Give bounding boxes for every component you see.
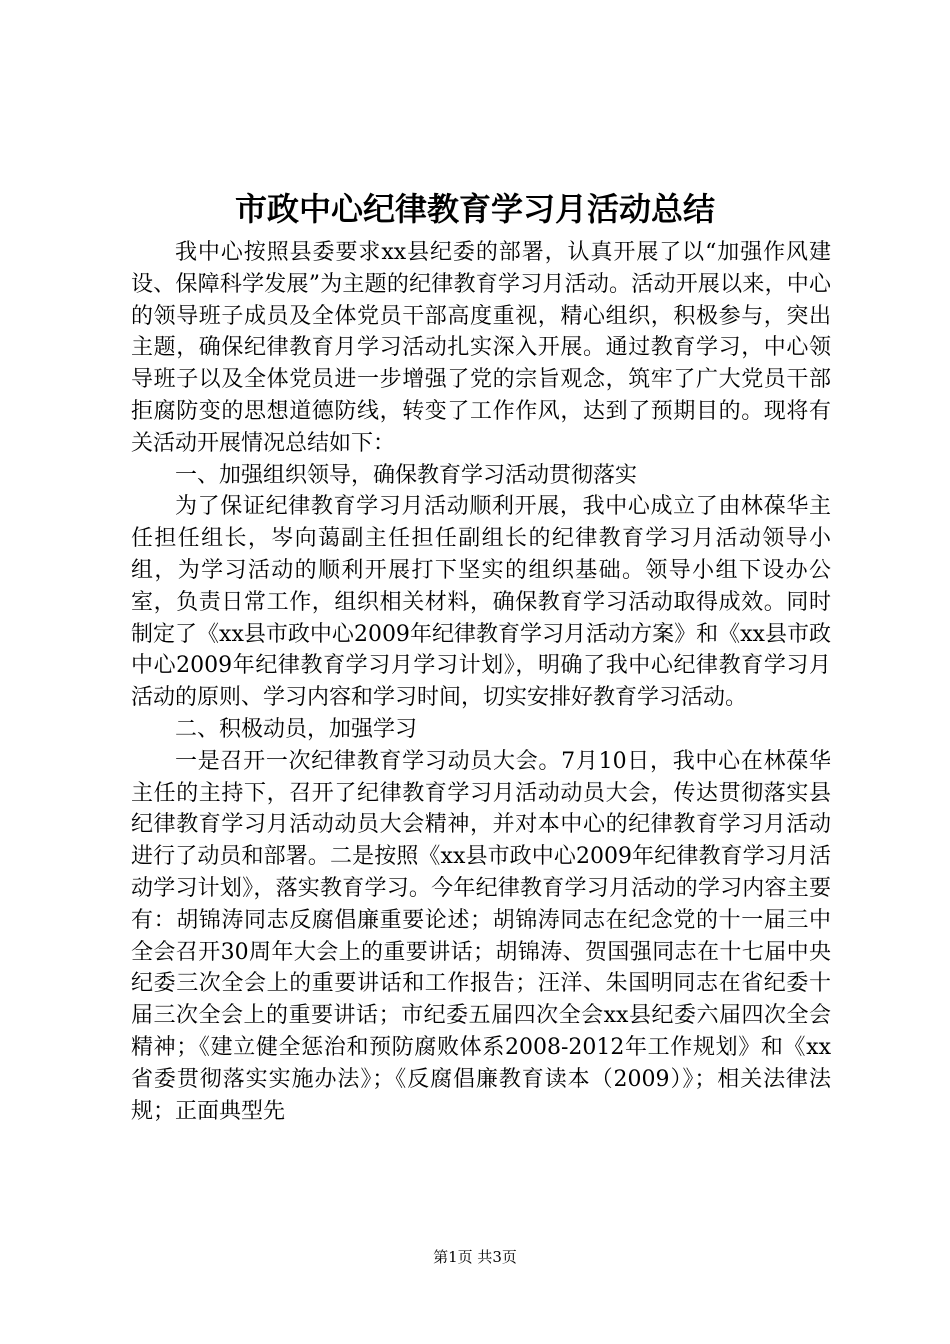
section-heading-2: 二、积极动员，加强学习	[175, 716, 418, 742]
intro-paragraph: 我中心按照县委要求xx县纪委的部署，认真开展了以“加强作风建设、保障科学发展”为主题的纪律教育学习月活动。活动开展以来，中心的领导班子成员及全体党员干部高度重视，精心组织，积极参与，突出主题，确保纪律教育月学习活动扎实深入开展。通过教育学习，中心领导班子以及全体党员进一步增强了党的宗旨观念，筑牢了广大党员干部拒腐防变的思想道德防线，转变了工作作风，达到了预期目的。现将有关活动开展情况总结如下：	[131, 240, 831, 456]
section-heading-1: 一、加强组织领导，确保教育学习活动贯彻落实	[175, 462, 638, 488]
page-footer: 第1页 共3页	[433, 1248, 517, 1266]
section-1-paragraph: 为了保证纪律教育学习月活动顺利开展，我中心成立了由林葆华主任担任组长，岑向蔼副主任担任副组长的纪律教育学习月活动领导小组，为学习活动的顺利开展打下坚实的组织基础。领导小组下设办公室，负责日常工作，组织相关材料，确保教育学习活动取得成效。同时制定了《xx县市政中心2009年纪律教育学习月活动方案》和《xx县市政中心2009年纪律教育学习月学习计划》，明确了我中心纪律教育学习月活动的原则、学习内容和学习时间，切实安排好教育学习活动。	[131, 494, 831, 711]
document-title: 市政中心纪律教育学习月活动总结	[234, 190, 715, 228]
document-body	[131, 237, 831, 1127]
section-2-paragraph: 一是召开一次纪律教育学习动员大会。7月10日，我中心在林葆华主任的主持下，召开了纪律教育学习月活动动员大会，传达贯彻落实县纪律教育学习月活动动员大会精神，并对本中心的纪律教育学习月活动进行了动员和部署。二是按照《xx县市政中心2009年纪律教育学习月活动学习计划》，落实教育学习。今年纪律教育学习月活动的学习内容主要有：胡锦涛同志反腐倡廉重要论述；胡锦涛同志在纪念党的十一届三中全会召开30周年大会上的重要讲话；胡锦涛、贺国强同志在十七届中央纪委三次全会上的重要讲话和工作报告；汪洋、朱国明同志在省纪委十届三次全会上的重要讲话；市纪委五届四次全会xx县纪委六届四次全会精神；《建立健全惩治和预防腐败体系2008-2012年工作规划》和《xx省委贯彻落实实施办法》；《反腐倡廉教育读本（2009）》；相关法律法规；正面典型先	[131, 748, 831, 1124]
